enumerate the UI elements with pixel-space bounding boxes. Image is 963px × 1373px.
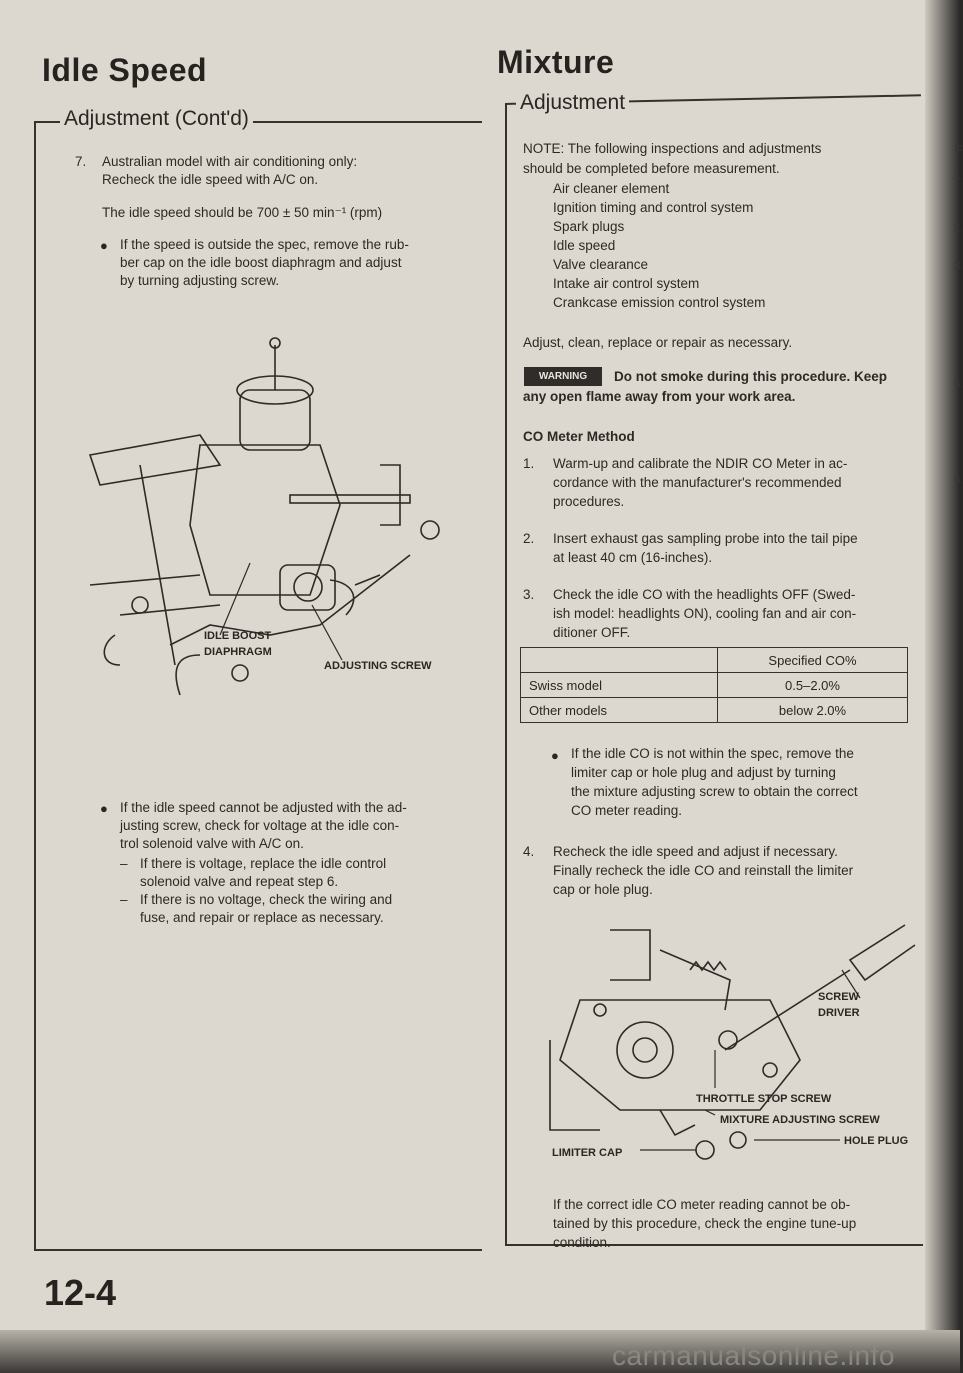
table-header-cell: Specified CO% <box>718 648 908 673</box>
warning-badge: WARNING <box>524 367 602 386</box>
table-row <box>521 698 908 723</box>
idle-speed-title: Idle Speed <box>42 52 208 88</box>
screwdriver-label-a: SCREW <box>818 991 859 1003</box>
idle-boost-label-b: DIAPHRAGM <box>204 646 272 658</box>
limiter-cap-label: LIMITER CAP <box>552 1147 623 1159</box>
note-line1: NOTE: The following inspections and adjustments <box>523 141 822 156</box>
side-mark: Ic <box>954 142 963 154</box>
bullet-1-dot: ● <box>100 238 108 253</box>
step-1-line2: cordance with the manufacturer's recommended <box>553 475 842 490</box>
side-mark: 2. <box>954 222 963 234</box>
page-number: 12-4 <box>44 1272 117 1313</box>
step-4-line3: cap or hole plug. <box>553 882 653 897</box>
bullet-2-line1: If the idle speed cannot be adjusted with the ad- <box>120 800 407 815</box>
step-3-line3: ditioner OFF. <box>553 625 631 640</box>
step-1-line1: Warm-up and calibrate the NDIR CO Meter in ac- <box>553 456 848 471</box>
step-4-number: 4. <box>523 844 535 859</box>
throttle-stop-label: THROTTLE STOP SCREW <box>696 1093 832 1105</box>
watermark: carmanualsonline.info <box>612 1340 895 1371</box>
warning-line2: any open flame away from your work area. <box>523 389 796 404</box>
dash-1-line1: If there is voltage, replace the idle control <box>140 856 387 871</box>
carburetor-diagram <box>80 335 460 755</box>
bullet-3-line3: the mixture adjusting screw to obtain the correct <box>571 784 858 799</box>
step-4-line2: Finally recheck the idle CO and reinstall the limiter <box>553 863 854 878</box>
adjust-line: Adjust, clean, replace or repair as necessary. <box>523 335 793 350</box>
table-cell: 0.5–2.0% <box>718 673 908 698</box>
screwdriver-label-b: DRIVER <box>818 1007 860 1019</box>
checklist-item: Valve clearance <box>553 257 649 272</box>
dash-2-line2: fuse, and repair or replace as necessary. <box>140 910 384 925</box>
side-mark: 5. <box>954 474 963 486</box>
dash-2-line1: If there is no voltage, check the wiring and <box>140 892 393 907</box>
mixture-title: Mixture <box>497 44 615 80</box>
warning-line1: Do not smoke during this procedure. Keep <box>614 369 888 384</box>
checklist-item: Ignition timing and control system <box>553 200 754 215</box>
right-subtitle: Adjustment <box>516 91 629 115</box>
co-meter-heading: CO Meter Method <box>523 429 635 444</box>
bullet-3-dot: ● <box>551 748 559 763</box>
side-mark: 3. <box>954 260 963 272</box>
hole-plug-label: HOLE PLUG <box>844 1135 909 1147</box>
table-cell: Swiss model <box>521 673 718 698</box>
final-line2: tained by this procedure, check the engine tune-up <box>553 1216 857 1231</box>
mixture-screw-diagram <box>520 910 920 1180</box>
step-7-line2: Recheck the idle speed with A/C on. <box>102 172 319 187</box>
bullet-1-line2: ber cap on the idle boost diaphragm and adjust <box>120 255 402 270</box>
note-line2: should be completed before measurement. <box>523 161 780 176</box>
dash-1-mark: – <box>120 856 128 871</box>
step-2-line2: at least 40 cm (16-inches). <box>553 550 713 565</box>
side-mark: 4. <box>954 378 963 390</box>
checklist-item: Crankcase emission control system <box>553 295 766 310</box>
step-7-line1: Australian model with air conditioning only: <box>102 154 358 169</box>
checklist-item: Intake air control system <box>553 276 700 291</box>
table-header-cell <box>521 648 718 673</box>
final-line3: condition. <box>553 1235 611 1250</box>
co-spec-table <box>520 647 908 723</box>
adjusting-screw-label: ADJUSTING SCREW <box>324 660 432 672</box>
table-header-row <box>521 648 908 673</box>
mixture-screw-label: MIXTURE ADJUSTING SCREW <box>720 1114 880 1126</box>
left-subtitle: Adjustment (Cont'd) <box>60 107 253 131</box>
checklist-item: Air cleaner element <box>553 181 670 196</box>
table-cell: Other models <box>521 698 718 723</box>
dash-2-mark: – <box>120 892 128 907</box>
step-2-line1: Insert exhaust gas sampling probe into the tail pipe <box>553 531 858 546</box>
bullet-2-line3: trol solenoid valve with A/C on. <box>120 836 304 851</box>
checklist-item: Spark plugs <box>553 219 625 234</box>
page-edge-shadow <box>925 0 960 1373</box>
bullet-3-line1: If the idle CO is not within the spec, remove the <box>571 746 854 761</box>
step-1-line3: procedures. <box>553 494 625 509</box>
left-bottom-rule <box>34 1249 482 1251</box>
bullet-1-line3: by turning adjusting screw. <box>120 273 280 288</box>
final-line1: If the correct idle CO meter reading cannot be ob- <box>553 1197 851 1212</box>
step-3-line2: ish model: headlights ON), cooling fan and air con- <box>553 606 857 621</box>
side-mark: 1. <box>954 170 963 182</box>
bullet-2-line2: justing screw, check for voltage at the idle con- <box>120 818 400 833</box>
step-3-line1: Check the idle CO with the headlights OFF (Swed- <box>553 587 856 602</box>
step-4-line1: Recheck the idle speed and adjust if necessary. <box>553 844 838 859</box>
checklist-item: Idle speed <box>553 238 616 253</box>
step-2-number: 2. <box>523 531 535 546</box>
step-7-number: 7. <box>75 154 87 169</box>
bullet-3-line2: limiter cap or hole plug and adjust by turning <box>571 765 836 780</box>
bullet-2-dot: ● <box>100 801 108 816</box>
idle-boost-label-a: IDLE BOOST <box>204 630 272 642</box>
bullet-1-line1: If the speed is outside the spec, remove the rub- <box>120 237 409 252</box>
table-cell: below 2.0% <box>718 698 908 723</box>
bullet-3-line4: CO meter reading. <box>571 803 683 818</box>
idle-spec-line: The idle speed should be 700 ± 50 min⁻¹ (rpm) <box>102 205 383 220</box>
step-3-number: 3. <box>523 587 535 602</box>
step-1-number: 1. <box>523 456 535 471</box>
table-row <box>521 673 908 698</box>
dash-1-line2: solenoid valve and repeat step 6. <box>140 874 339 889</box>
